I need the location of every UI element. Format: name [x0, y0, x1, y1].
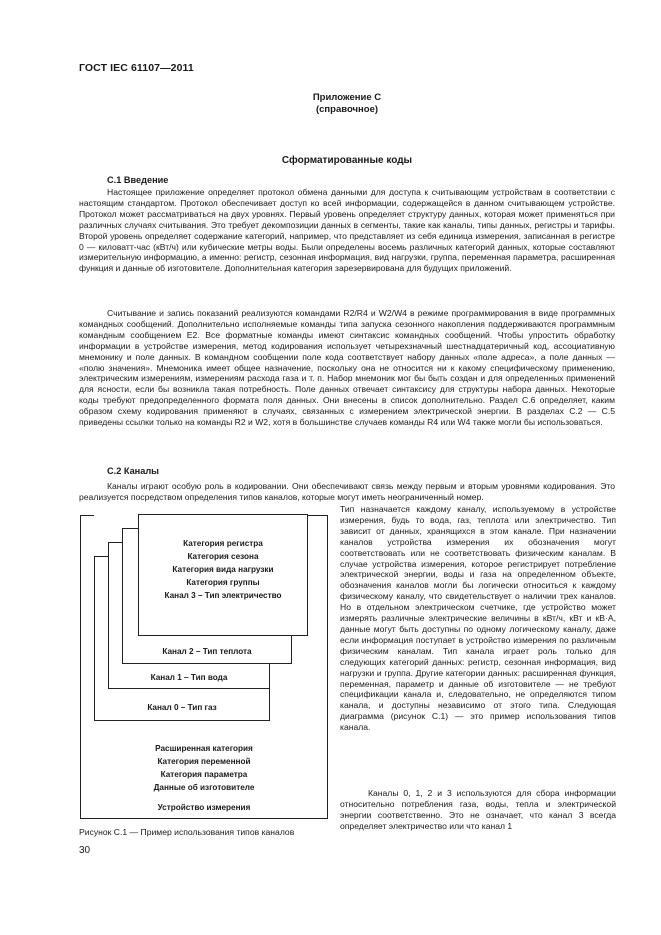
channel-types-diagram — [80, 512, 330, 822]
season-category-label: Категория сезона — [187, 552, 259, 561]
device-categories — [81, 742, 327, 794]
appendix-type: (справочное) — [315, 104, 379, 115]
section-2-heading: С.2 Каналы — [107, 466, 160, 476]
main-title: Сформатированные коды — [281, 155, 413, 166]
document-header: ГОСТ IEC 61107—2011 — [79, 62, 194, 74]
extended-category-label: Расширенная категория — [155, 744, 253, 753]
parameter-category-label: Категория параметра — [160, 770, 248, 779]
section-2-right-text-2: Каналы 0, 1, 2 и 3 используются для сбора информации относительно потребления газа, воды, тепла и электрической энергии соответственно. Это не означает, что канал 3 всегда определяет электричество или что канал 1 — [340, 788, 616, 831]
channel-3-categories — [139, 537, 307, 602]
register-category-label: Категория регистра — [183, 539, 263, 548]
manufacturer-data-label: Данные об изготовителе — [153, 783, 255, 792]
channel-3-label: Канал 3 – Тип электричество — [164, 591, 282, 600]
section-2-right-text-1: Тип назначается каждому каналу, используемому в устройстве измерения, будь то вода, газ, теплота или электричество. Тип зависит от данных, хранящихся в этом канале. При назначении каналов устройства измерения их обозначения могут соответствовать или не соответствовать физическим каналам. В случае устройства измерения, которое регистрирует потребление электрической энергии, воды и газа на определенном объекте, обозначения каналов могли бы логически относиться к каждому физическому каналу, что свидетельствует о наличии трех каналов. Но в отдельном электрическом счетчике, где устройство может измерять различные электрические величины в кВт/ч, кВт и кВ·А, данные могут быть доступны по одному логическому каналу, даже если информация поступает в устройство измерения по различным физическим каналам. Тип канала играет роль только для следующих категорий данных: регистр, сезонная информация, вид нагрузки и группа. Другие категории данных: расширенная функция, переменная, параметр и данные об изготовителе — не требуют спецификации канала и, следовательно, не определяются типом канала, и доступны независимо от этого типа. Следующая диаграмма (рисунок С.1) — это пример использования типов канала. — [340, 504, 616, 733]
channel-1-label: Канал 1 – Тип вода — [150, 673, 228, 682]
channel-2-label: Канал 2 – Тип теплота — [162, 647, 252, 656]
channel-3-box — [138, 514, 308, 636]
variable-category-label: Категория переменной — [157, 757, 251, 766]
section-1-heading: С.1 Введение — [107, 175, 169, 185]
section-1-paragraph-1: Настоящее приложение определяет протокол обмена данными для доступа к считывающим устройствам в соответствии с настоящим стандартом. Протокол обеспечивает доступ ко всей информации, содержащейся в данном считывающем устройстве. Протокол может рассматриваться на двух уровнях. Первый уровень определяет структуру данных, которая может применяться при различных случаях считывания. Это требует декомпозиции данных в сегменты, такие как каналы, типы данных, регистры и тарифы. Второй уровень определяет содержание категорий, например, что представляет из себя единица измерения, записанная в регистре 0 — киловатт-час (кВт/ч) или кубические метры воды. Были определены восемь различных категорий данных, которые составляют измерительную информацию, а именно: регистр, сезонная информация, вид нагрузки, группа, переменная параметра, расширенная функция и данные об изготовителе. Дополнительная категория зарезервирована для будущих приложений. — [79, 187, 615, 274]
appendix-label: Приложение С — [312, 92, 382, 103]
section-1-paragraph-2: Считывание и запись показаний реализуются командами R2/R4 и W2/W4 в режиме программирования в виде программных командных сообщений. Дополнительно исполняемые команды типа запуска сезонного накопления поддерживаются программным командным сообщением E2. Все форматные команды имеют синтаксис командных сообщений. Чтобы упростить обработку информации в устройстве измерения, метод кодирования использует четырехзначный шестнадцатеричный код, ассоциативную мнемонику и поле данных. В командном сообщении поле кода соответствует набору данных «поле адреса», а поле данных — «полю значения». Мнемоника имеет общее назначение, поскольку она не относится ни к какому специфическому применению, электрическим измерениям, измерениям расхода газа и т. п. Набор мнемоник мог бы быть создан и для определенных применений для ясности, если бы возникла такая потребность. Поле данных отвечает синтаксису для структуры набора данных. Некоторые коды требуют предопределенного формата поля данных. Они внесены в список дополнительно. Раздел С.6 определяет, каким образом схему кодирования применяют в случаях, связанных с измерением электрической энергии. В разделах С.2 — С.5 приведены ссылки только на команды R2 и W2, хотя в большинстве случаев команды R4 или W4 также могли бы использоваться. — [79, 308, 615, 428]
page-number: 30 — [79, 845, 91, 856]
load-type-category-label: Категория вида нагрузки — [172, 565, 274, 574]
appendix-title — [79, 92, 615, 116]
device-label: Устройство измерения — [157, 803, 251, 812]
section-2-paragraph-1: Каналы играют особую роль в кодировании. Они обеспечивают связь между первым и вторым уровнями кодирования. Это реализуется посредством определения типов каналов, которые могут иметь неограниченный номер. — [79, 481, 615, 502]
channel-0-label: Канал 0 – Тип газ — [147, 703, 217, 712]
figure-caption: Рисунок С.1 — Пример использования типов каналов — [79, 827, 295, 837]
group-category-label: Категория группы — [186, 578, 260, 587]
